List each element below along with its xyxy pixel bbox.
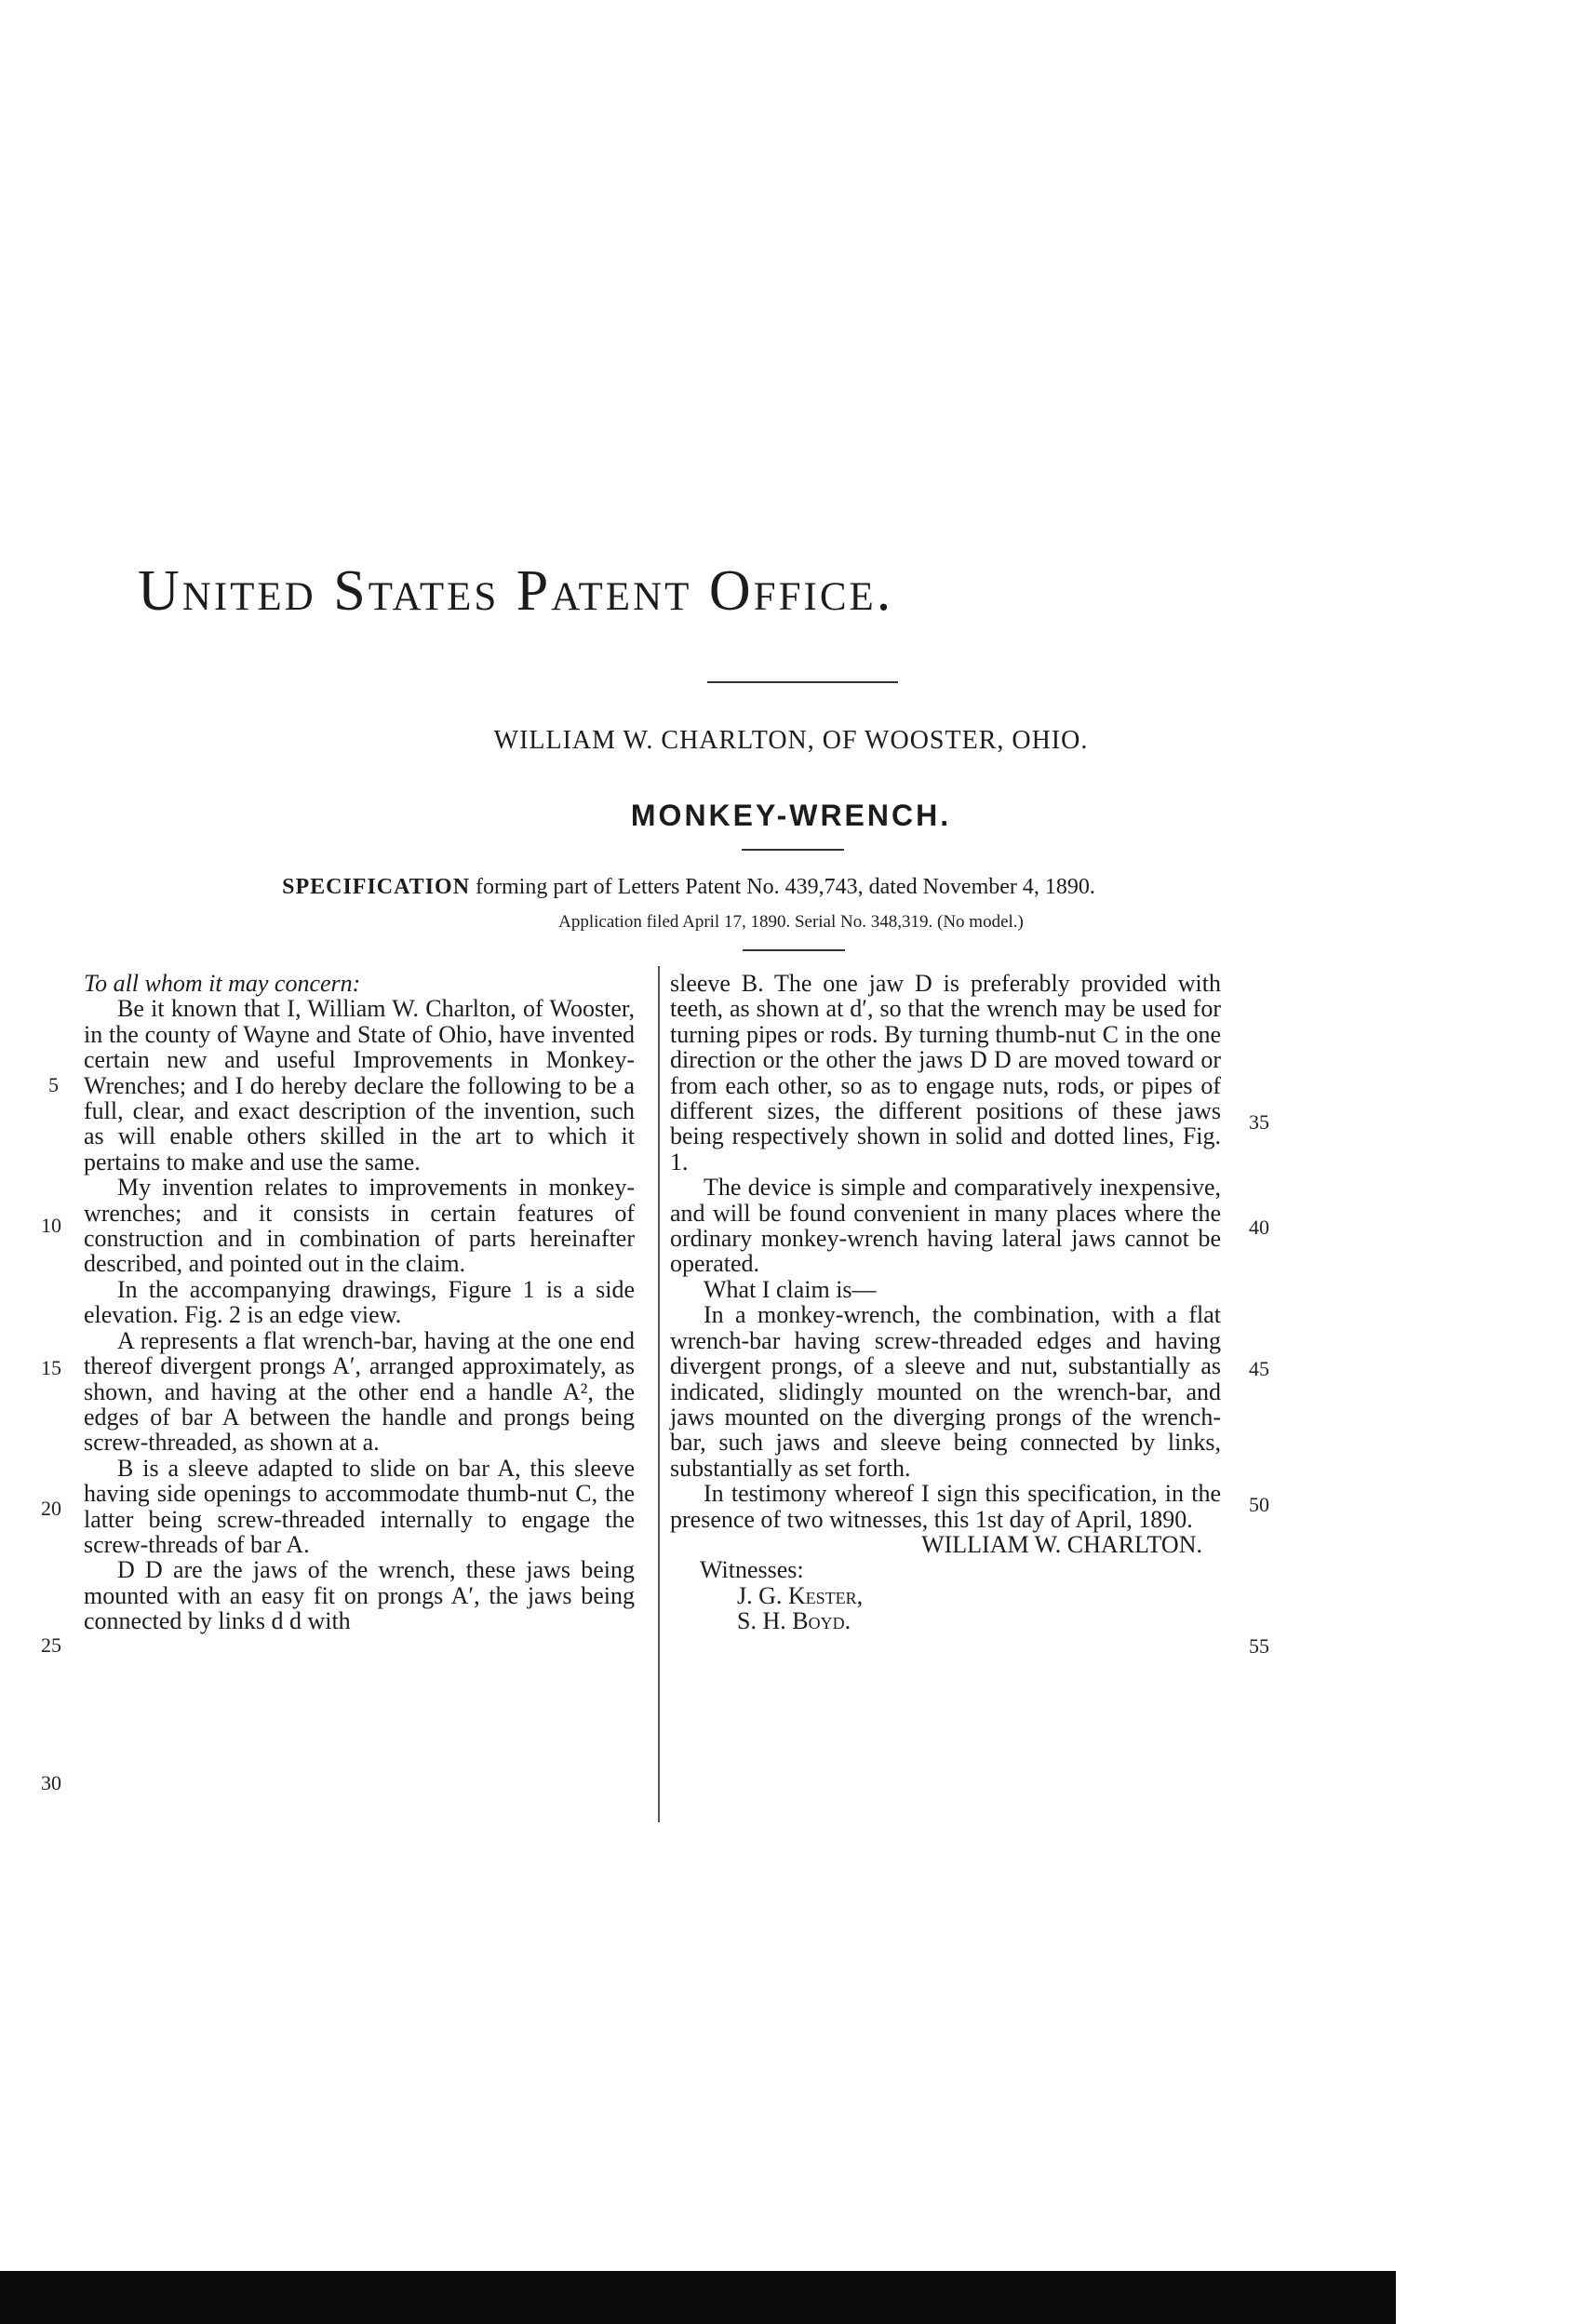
paragraph: The device is simple and comparatively inexpensive, and will be found convenient in many places where the ordinary monkey-wrench having lateral jaws cannot be operated. [670, 1174, 1221, 1278]
scan-edge-bar [0, 2271, 1396, 2324]
patent-title: United States Patent Office. [138, 559, 894, 623]
paragraph: In the accompanying drawings, Figure 1 is a side elevation. Fig. 2 is an edge view. [84, 1275, 635, 1329]
paragraph: My invention relates to improvements in monkey-wrenches; and it consists in certain features of construction and in combination of parts hereinafter described, and pointed out in the claim. [84, 1174, 635, 1278]
paragraph: In testimony whereof I sign this specification, in the presence of two witnesses, this 1st day of April, 1890. [670, 1480, 1221, 1533]
subject-rule [742, 849, 844, 851]
paragraph: B is a sleeve adapted to slide on bar A, this sleeve having side openings to accommodate thumb-nut C, the latter being screw-threaded internally to engage the screw-threads of bar A. [84, 1454, 635, 1558]
paragraph: Be it known that I, William W. Charlton, of Wooster, in the county of Wayne and State of Ohio, have invented certain new and useful Improvements in Monkey-Wrenches; and I do hereby declare the following to be a full, clear, and exact description of the invention, such as will enable others skilled in the art to which it pertains to make and use the same. [84, 995, 635, 1175]
signature: WILLIAM W. CHARLTON. [921, 1530, 1202, 1558]
paragraph: What I claim is— [704, 1275, 877, 1303]
line-number: 10 [41, 1214, 61, 1237]
application-rule [743, 949, 845, 951]
title-rule [707, 681, 898, 683]
specification-lead: SPECIFICATION [282, 875, 471, 899]
specification-line [140, 875, 1238, 900]
line-number: 15 [41, 1356, 61, 1379]
line-number: 50 [1249, 1493, 1269, 1516]
line-number: 55 [1249, 1634, 1269, 1658]
line-number: 40 [1249, 1216, 1269, 1239]
line-number: 45 [1249, 1357, 1269, 1380]
line-number: 20 [41, 1497, 61, 1520]
specification-text: forming part of Letters Patent No. 439,743, dated November 4, 1890. [476, 875, 1095, 899]
application-line: Application filed April 17, 1890. Serial No. 348,319. (No model.) [558, 912, 1024, 932]
claim-paragraph: In a monkey-wrench, the combination, with a flat wrench-bar having screw-threaded edges and having divergent prongs, of a sleeve and nut, substantially as indicated, slidingly mounted on the wrench-bar, and jaws mounted on the diverging prongs of the wrench-bar, such jaws and sleeve being connected by links, substantially as set forth. [670, 1301, 1221, 1482]
witnesses-label: Witnesses: [700, 1556, 804, 1584]
witness-name: S. H. Boyd. [737, 1607, 851, 1635]
paragraph: D D are the jaws of the wrench, these jaws being mounted with an easy fit on prongs A′, the jaws being connected by links d d with [84, 1556, 635, 1635]
left-text-column [84, 971, 635, 1634]
paragraph: A represents a flat wrench-bar, having at the one end thereof divergent prongs A′, arranged approximately, as shown, and having at the other end a handle A², the edges of bar A between the handle and prongs being screw-threaded, as shown at a. [84, 1326, 635, 1457]
inventor-line: WILLIAM W. CHARLTON, OF WOOSTER, OHIO. [493, 726, 1089, 755]
witness-name: J. G. Kester, [737, 1581, 864, 1609]
invention-subject: MONKEY-WRENCH. [630, 799, 952, 832]
column-divider [658, 966, 660, 1822]
line-number: 5 [48, 1073, 59, 1096]
paragraph: sleeve B. The one jaw D is preferably provided with teeth, as shown at d′, so that the wrench may be used for turning pipes or rods. By turning thumb-nut C in the one direction or the other the jaws D D are moved toward or from each other, so as to engage nuts, rods, or pipes of different sizes, the different positions of these jaws being respectively shown in solid and dotted lines, Fig. 1. [670, 970, 1221, 1175]
salutation: To all whom it may concern: [84, 970, 361, 997]
line-number: 30 [41, 1771, 61, 1794]
line-number: 35 [1249, 1110, 1269, 1134]
right-text-column [670, 971, 1221, 1634]
line-number: 25 [41, 1633, 61, 1657]
